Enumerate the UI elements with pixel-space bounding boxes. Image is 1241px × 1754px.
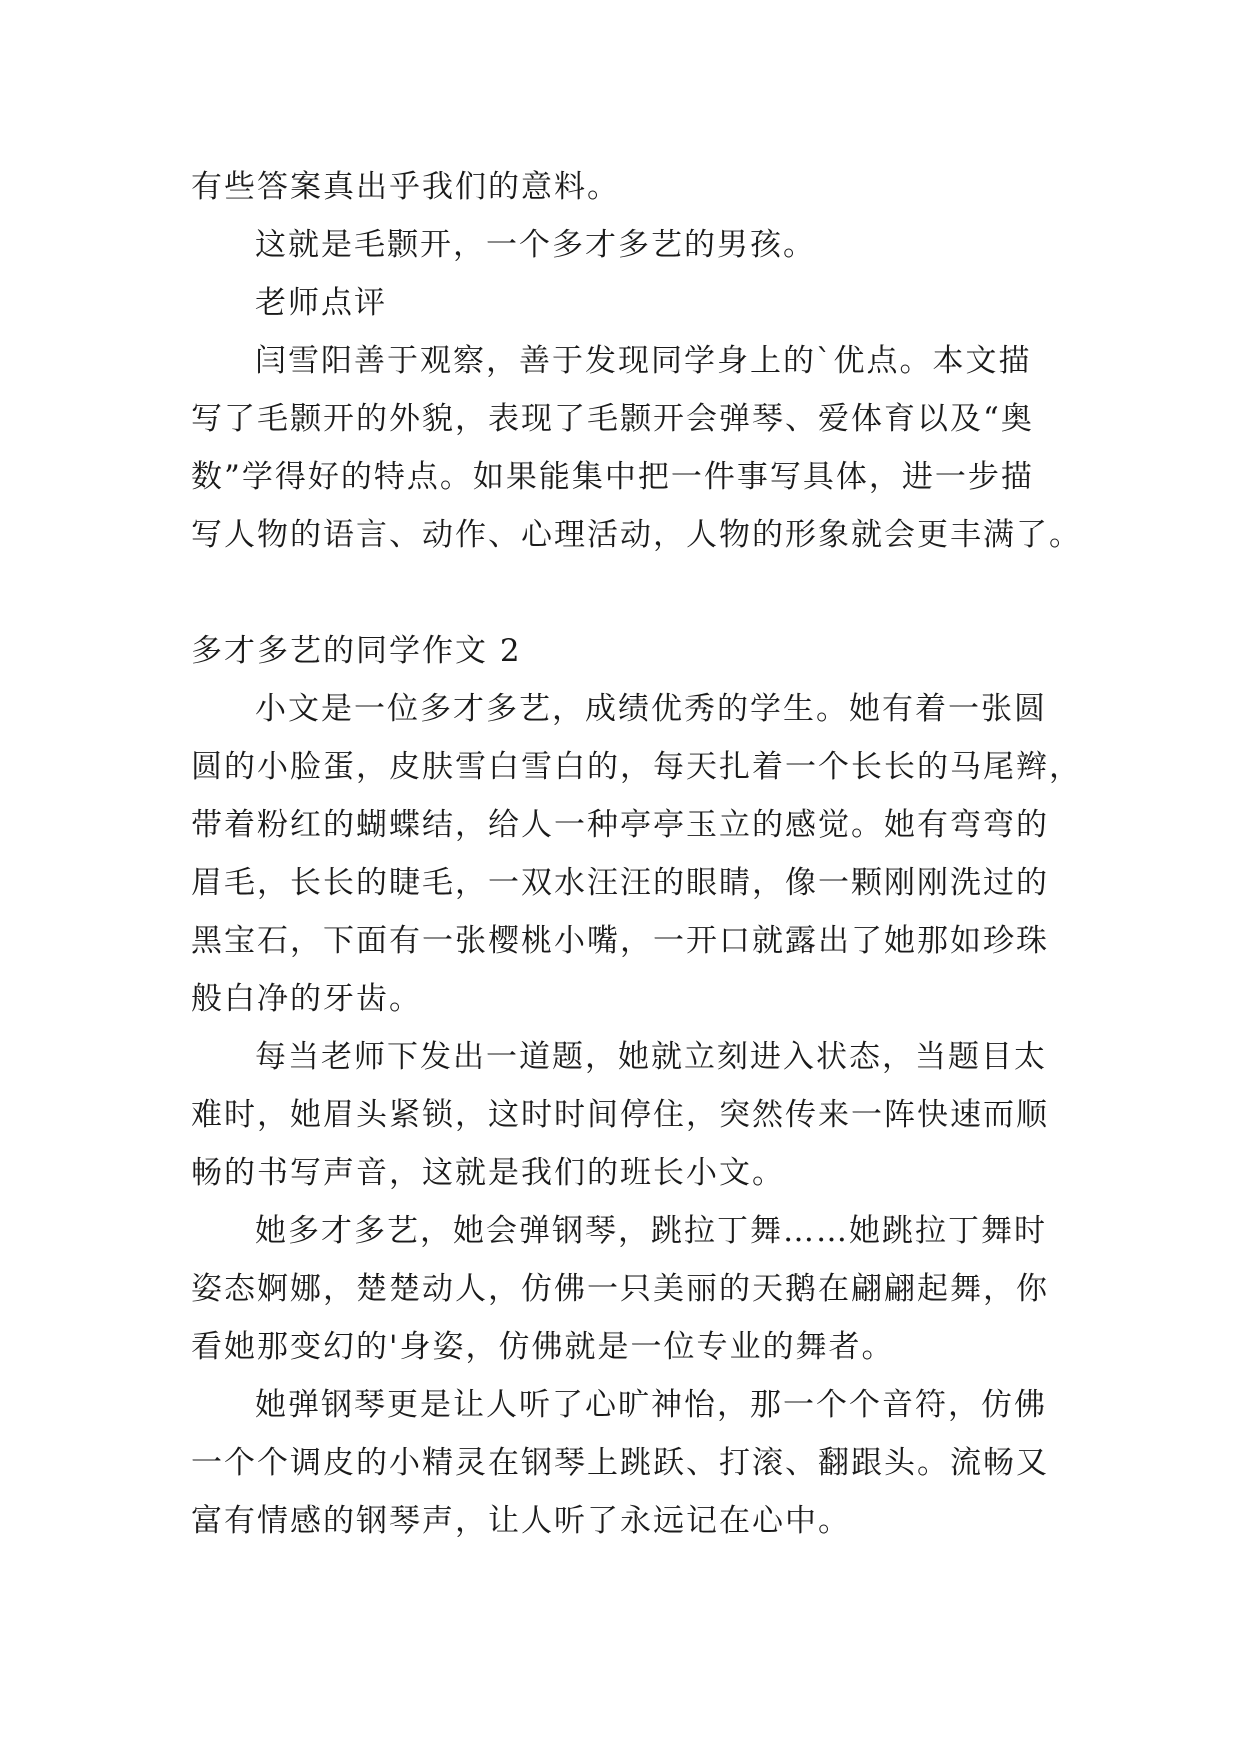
text-line: 她弹钢琴更是让人听了心旷神怡，那一个个音符，仿佛 (255, 1387, 1047, 1423)
document-body (191, 158, 1082, 1550)
section-heading-teacher-comment: 老师点评 (255, 285, 387, 321)
text-line: 姿态婀娜，楚楚动人，仿佛一只美丽的天鹅在翩翩起舞，你 (191, 1271, 1049, 1307)
text-line: 圆的小脸蛋，皮肤雪白雪白的，每天扎着一个长长的马尾辫， (191, 749, 1082, 785)
text-line: 难时，她眉头紧锁，这时时间停住，突然传来一阵快速而顺 (191, 1097, 1049, 1133)
text-line: 数”学得好的特点。如果能集中把一件事写具体，进一步描 (191, 459, 1034, 495)
text-line: 黑宝石，下面有一张樱桃小嘴，一开口就露出了她那如珍珠 (191, 923, 1049, 959)
essay-title: 多才多艺的同学作文 2 (191, 633, 522, 669)
text-line: 小文是一位多才多艺，成绩优秀的学生。她有着一张圆 (255, 691, 1047, 727)
text-line: 这就是毛颢开，一个多才多艺的男孩。 (255, 227, 816, 263)
text-line: 看她那变幻的'身姿，仿佛就是一位专业的舞者。 (191, 1329, 895, 1365)
text-line: 般白净的牙齿。 (191, 981, 422, 1017)
text-line: 写人物的语言、动作、心理活动，人物的形象就会更丰满了。 (191, 517, 1082, 553)
text-line: 写了毛颢开的外貌，表现了毛颢开会弹琴、爱体育以及“奥 (191, 401, 1034, 437)
text-line: 富有情感的钢琴声，让人听了永远记在心中。 (191, 1503, 851, 1539)
text-line: 有些答案真出乎我们的意料。 (191, 169, 620, 205)
section-gap (191, 564, 1051, 622)
text-line: 每当老师下发出一道题，她就立刻进入状态，当题目太 (255, 1039, 1047, 1075)
text-line: 闫雪阳善于观察，善于发现同学身上的`优点。本文描 (255, 343, 1032, 379)
text-line: 带着粉红的蝴蝶结，给人一种亭亭玉立的感觉。她有弯弯的 (191, 807, 1049, 843)
text-line: 一个个调皮的小精灵在钢琴上跳跃、打滚、翻跟头。流畅又 (191, 1445, 1049, 1481)
text-line: 畅的书写声音，这就是我们的班长小文。 (191, 1155, 785, 1191)
text-line: 眉毛，长长的睫毛，一双水汪汪的眼睛，像一颗刚刚洗过的 (191, 865, 1049, 901)
text-line: 她多才多艺，她会弹钢琴，跳拉丁舞……她跳拉丁舞时 (255, 1213, 1047, 1249)
